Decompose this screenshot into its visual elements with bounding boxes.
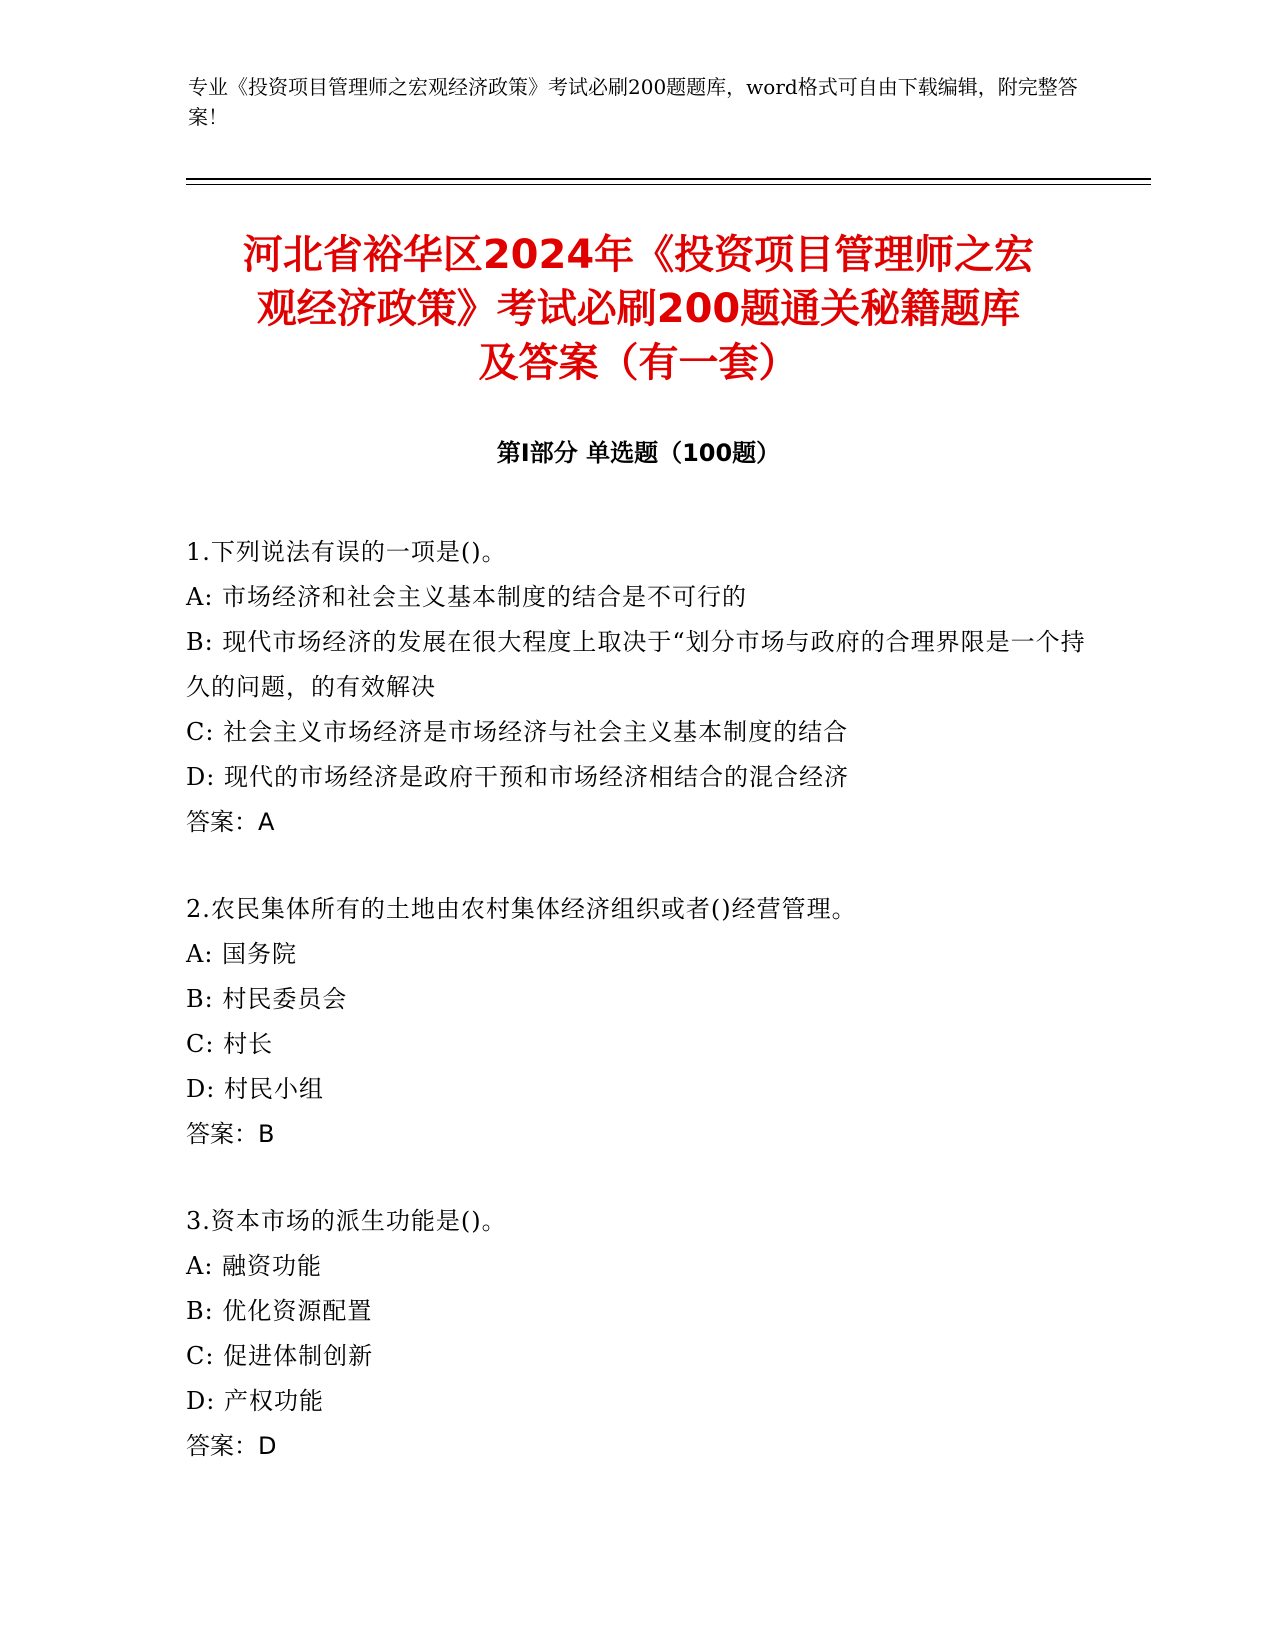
option-b: B: 优化资源配置 [186,1297,373,1325]
answer: 答案：A [186,808,275,836]
title-line-1: 河北省裕华区2024年《投资项目管理师之宏 [242,232,1035,278]
section-title: 第Ⅰ部分 单选题（100题） [496,439,781,467]
option-a: A: 市场经济和社会主义基本制度的结合是不可行的 [186,583,748,611]
option-a: A: 融资功能 [186,1252,323,1280]
option-a: A: 国务院 [186,940,298,968]
question-stem: 1.下列说法有误的一项是()。 [186,538,507,566]
question-stem: 2.农民集体所有的土地由农村集体经济组织或者()经营管理。 [186,895,857,923]
title-line-2: 观经济政策》考试必刷200题通关秘籍题库 [256,286,1021,332]
option-c: C: 村长 [186,1030,274,1058]
question-2 [186,887,1086,1157]
option-b: B: 现代市场经济的发展在很大程度上取决于“划分市场与政府的合理界限是一个持久的问题，的有效解决 [186,628,1086,701]
option-b: B: 村民委员会 [186,985,348,1013]
question-1 [186,530,1086,845]
option-c: C: 社会主义市场经济是市场经济与社会主义基本制度的结合 [186,718,849,746]
question-stem: 3.资本市场的派生功能是()。 [186,1207,507,1235]
answer: 答案：B [186,1120,275,1148]
question-3 [186,1199,1086,1469]
option-c: C: 促进体制创新 [186,1342,374,1370]
option-d: D: 现代的市场经济是政府干预和市场经济相结合的混合经济 [186,763,849,791]
answer: 答案：D [186,1432,277,1460]
document-title [186,228,1091,390]
header-note: 专业《投资项目管理师之宏观经济政策》考试必刷200题题库，word格式可自由下载编辑，附完整答案！ [188,75,1078,129]
question-list [186,530,1086,1511]
header-divider-thick [186,178,1151,180]
header-divider-thin [186,184,1151,185]
option-d: D: 产权功能 [186,1387,324,1415]
title-line-3: 及答案（有一套） [478,340,799,386]
option-d: D: 村民小组 [186,1075,324,1103]
